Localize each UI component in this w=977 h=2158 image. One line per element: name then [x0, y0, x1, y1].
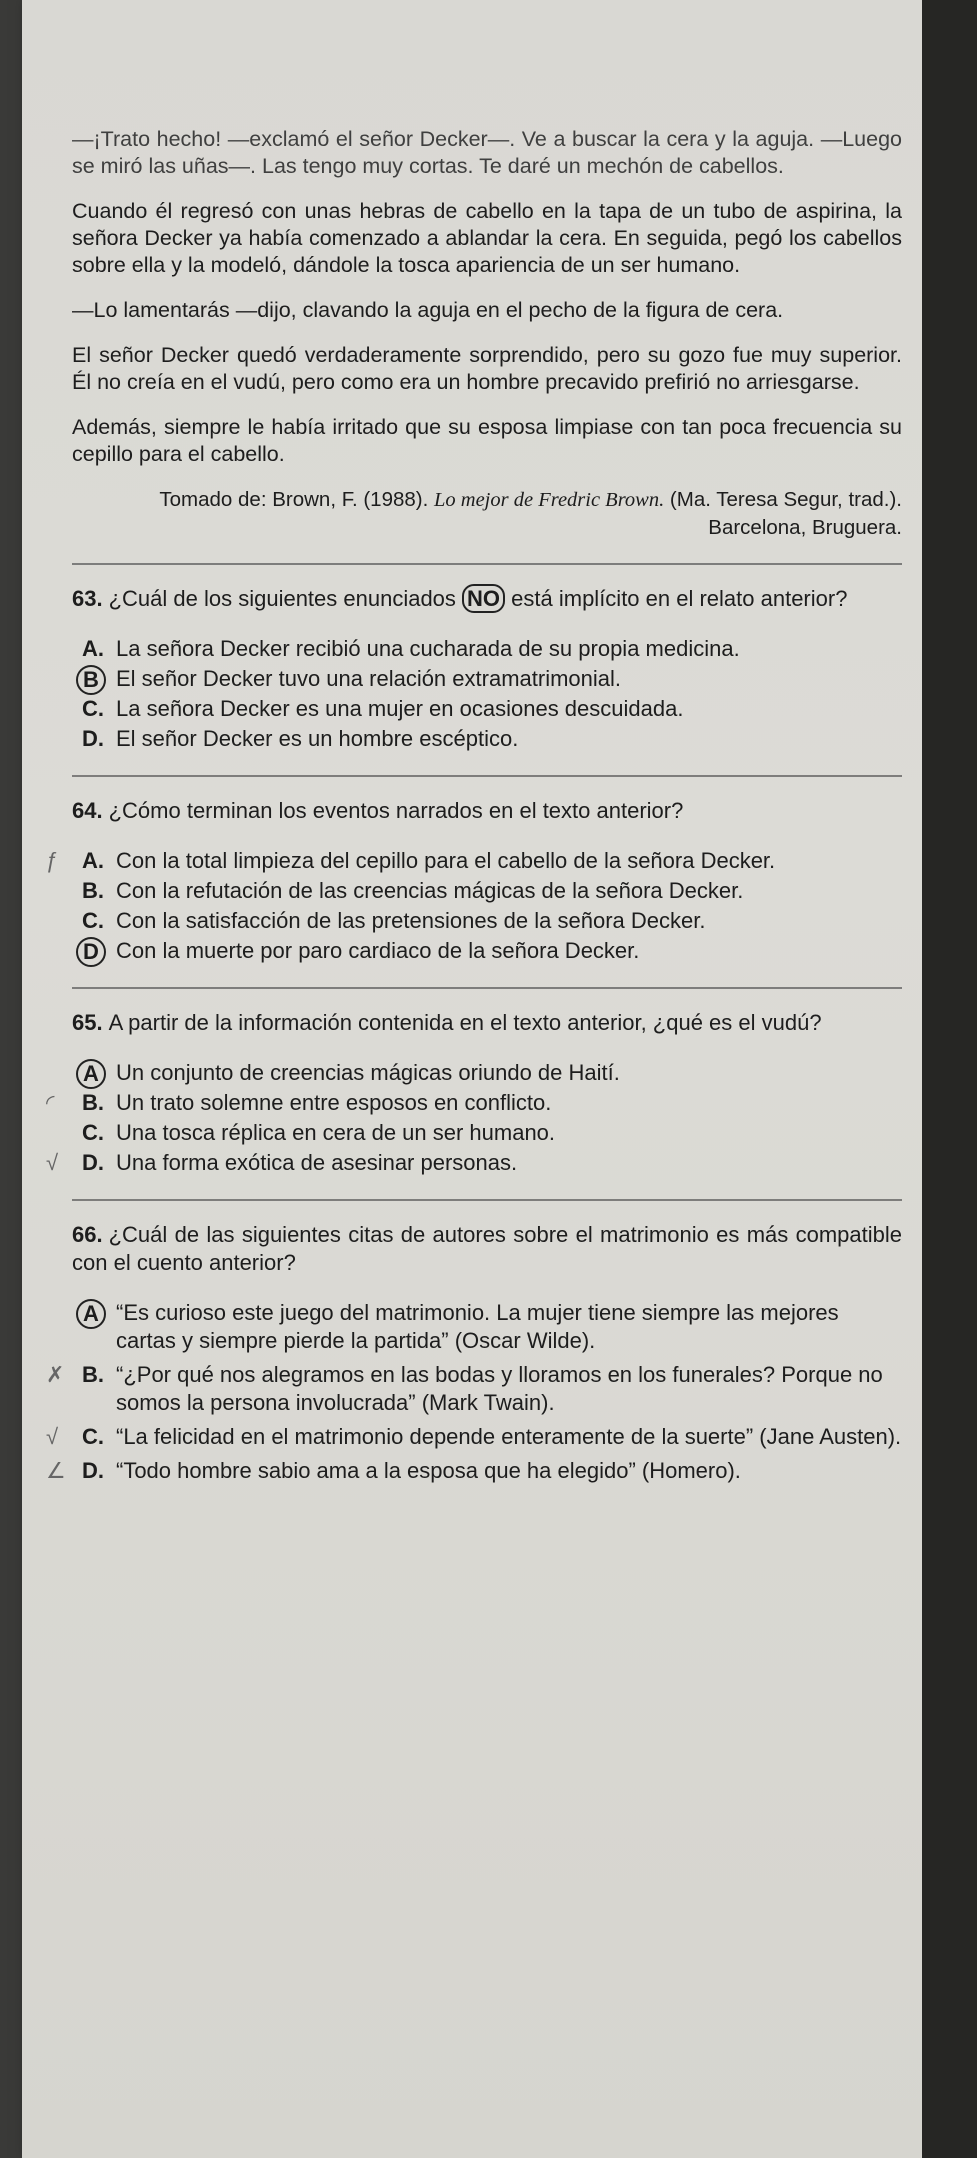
story-citation: [72, 486, 902, 541]
exam-page: [22, 0, 922, 2158]
option-a[interactable]: [72, 635, 902, 663]
citation-suffix: (Ma. Teresa Segur, trad.). Barcelona, Bruguera.: [664, 488, 902, 539]
option-text: “La felicidad en el matrimonio depende enteramente de la suerte” (Jane Austen).: [116, 1424, 902, 1449]
question-text-part: ¿Cómo terminan los eventos narrados en el texto anterior?: [108, 798, 684, 823]
option-text: “Todo hombre sabio ama a la esposa que ha elegido” (Homero).: [116, 1458, 741, 1483]
question-65: [46, 1009, 902, 1177]
option-d[interactable]: [46, 1457, 902, 1485]
story-paragraph: El señor Decker quedó verdaderamente sorprendido, pero su gozo fue muy superior. Él no creía en el vudú, pero como era un hombre precavido prefirió no arriesgarse.: [72, 343, 902, 394]
option-letter: C.: [82, 1120, 104, 1145]
page-edge-shadow: [922, 0, 977, 2158]
option-letter: A.: [82, 636, 104, 661]
option-text: La señora Decker recibió una cucharada de su propia medicina.: [116, 636, 740, 661]
option-d[interactable]: [72, 937, 902, 965]
pencil-mark-icon: √: [46, 1424, 59, 1449]
option-letter: [82, 937, 106, 967]
option-letter: D.: [82, 726, 104, 751]
option-letter: C.: [82, 1424, 104, 1449]
pencil-mark-icon: ◜: [46, 1090, 55, 1115]
option-letter: C.: [82, 696, 104, 721]
option-text: Una tosca réplica en cera de un ser humano.: [116, 1120, 556, 1145]
question-text: [72, 585, 902, 613]
circled-answer-mark: A: [76, 1059, 106, 1089]
option-d[interactable]: [72, 725, 902, 753]
option-c[interactable]: [46, 1423, 902, 1451]
question-63: [72, 585, 902, 753]
pencil-mark-icon: ƒ: [46, 848, 59, 873]
option-text: Una forma exótica de asesinar personas.: [116, 1150, 518, 1175]
citation-prefix: Tomado de: Brown, F. (1988).: [159, 488, 434, 511]
question-number: 63.: [72, 586, 103, 611]
option-text: Con la satisfacción de las pretensiones de la señora Decker.: [116, 908, 706, 933]
citation-title: Lo mejor de Fredric Brown.: [434, 489, 665, 511]
circled-answer-mark: B: [76, 665, 106, 695]
question-text-part: ¿Cuál de los siguientes enunciados: [108, 586, 463, 611]
option-text: Con la total limpieza del cepillo para el cabello de la señora Decker.: [116, 848, 776, 873]
section-divider: [72, 563, 902, 565]
story-paragraph: Cuando él regresó con unas hebras de cabello en la tapa de un tubo de aspirina, la señora Decker ya había comenzado a ablandar la cera. En seguida, pegó los cabellos sobre ella y la modeló, dándole la tosca apariencia de un ser humano.: [72, 199, 902, 277]
option-b[interactable]: [46, 1361, 902, 1417]
option-text: La señora Decker es una mujer en ocasiones descuidada.: [116, 696, 684, 721]
option-text: El señor Decker tuvo una relación extramatrimonial.: [116, 666, 622, 691]
circled-answer-mark: A: [76, 1299, 106, 1329]
story-paragraph: —¡Trato hecho! —exclamó el señor Decker—. Ve a buscar la cera y la aguja. —Luego se miró las uñas—. Las tengo muy cortas. Te daré un mechón de cabellos.: [72, 127, 902, 178]
pencil-mark-icon: ∠: [46, 1458, 66, 1483]
option-c[interactable]: [72, 907, 902, 935]
option-letter: [82, 1059, 106, 1089]
option-a[interactable]: [46, 847, 902, 875]
question-number: 65.: [72, 1010, 103, 1035]
question-64: [46, 797, 902, 965]
pencil-mark-icon: √: [46, 1150, 59, 1175]
story-paragraph: —Lo lamentarás —dijo, clavando la aguja en el pecho de la figura de cera.: [72, 298, 784, 322]
option-letter: B.: [82, 1362, 104, 1387]
story-paragraph: Además, siempre le había irritado que su esposa limpiase con tan poca frecuencia su cepillo para el cabello.: [72, 415, 902, 466]
section-divider: [72, 987, 902, 989]
option-letter: D.: [82, 1458, 104, 1483]
circled-answer-mark: D: [76, 937, 106, 967]
option-letter: [82, 665, 106, 695]
section-divider: [72, 775, 902, 777]
option-text: El señor Decker es un hombre escéptico.: [116, 726, 519, 751]
question-number: 66.: [72, 1222, 103, 1247]
question-text-part: ¿Cuál de las siguientes citas de autores sobre el matrimonio es más compatible con el cuento anterior?: [72, 1222, 902, 1275]
option-text: Un conjunto de creencias mágicas oriundo de Haití.: [116, 1060, 620, 1085]
question-text-part: está implícito en el relato anterior?: [505, 586, 848, 611]
option-text: Con la muerte por paro cardiaco de la señora Decker.: [116, 938, 640, 963]
option-b[interactable]: [72, 665, 902, 693]
emphasis-no: NO: [462, 584, 505, 613]
question-text-part: A partir de la información contenida en el texto anterior, ¿qué es el vudú?: [108, 1010, 822, 1035]
option-letter: B.: [82, 1090, 104, 1115]
option-c[interactable]: [72, 695, 902, 723]
option-a[interactable]: [72, 1059, 902, 1087]
option-text: “Es curioso este juego del matrimonio. La mujer tiene siempre las mejores cartas y siempre pierde la partida” (Oscar Wilde).: [116, 1300, 839, 1353]
option-a[interactable]: [72, 1299, 902, 1355]
question-number: 64.: [72, 798, 103, 823]
section-divider: [72, 1199, 902, 1201]
question-text: [72, 1009, 902, 1037]
option-letter: D.: [82, 1150, 104, 1175]
option-b[interactable]: [72, 877, 902, 905]
question-text: [72, 797, 902, 825]
option-text: Un trato solemne entre esposos en conflicto.: [116, 1090, 552, 1115]
option-letter: C.: [82, 908, 104, 933]
option-letter: A.: [82, 848, 104, 873]
question-text: [72, 1221, 902, 1277]
option-letter: [82, 1299, 106, 1329]
page-content: [46, 126, 902, 1487]
pencil-mark-icon: ✗: [46, 1362, 65, 1387]
option-d[interactable]: [46, 1149, 902, 1177]
option-text: “¿Por qué nos alegramos en las bodas y lloramos en los funerales? Porque no somos la persona involucrada” (Mark Twain).: [116, 1362, 883, 1415]
option-letter: B.: [82, 878, 104, 903]
option-c[interactable]: [72, 1119, 902, 1147]
question-66: [46, 1221, 902, 1485]
option-text: Con la refutación de las creencias mágicas de la señora Decker.: [116, 878, 744, 903]
option-b[interactable]: [46, 1089, 902, 1117]
